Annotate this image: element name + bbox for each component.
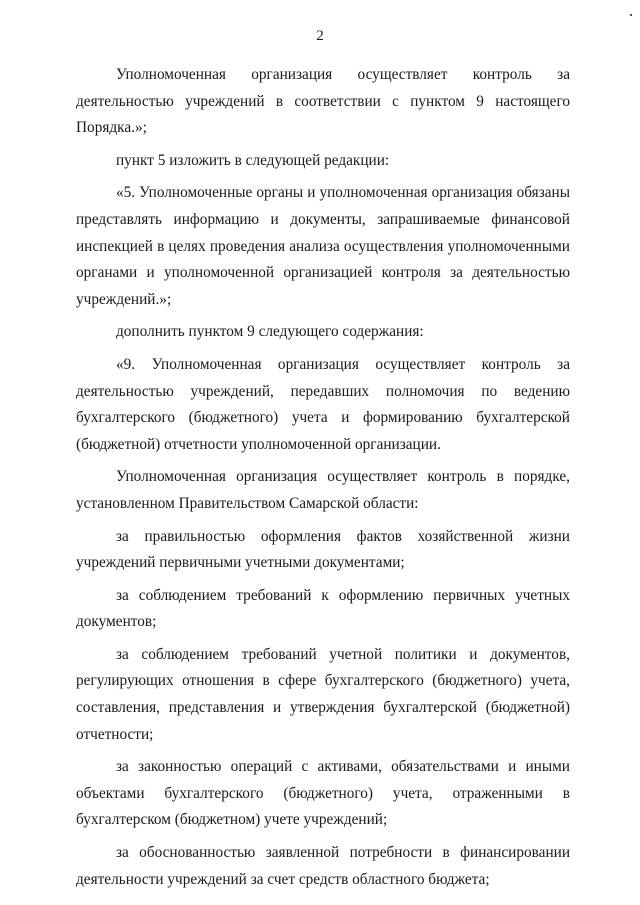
scan-mark — [630, 14, 632, 16]
paragraph-3: «5. Уполномоченные органы и уполномоченная организация обязаны представлять информацию и документы, запрашиваемые финансовой инспекцией в целях проведения анализа осуществления уполномоченными органами и уполномоченной организацией контроля за деятельностью учреждений.»; — [76, 184, 570, 308]
paragraph-6: Уполномоченная организация осуществляет контроль в порядке, установленном Правительством Самарской области: — [76, 468, 570, 512]
paragraph-9: за соблюдением требований учетной политики и документов, регулирующих отношения в сфере бухгалтерского (бюджетного) учета, составления, представления и утверждения бухгалтерской (бюджетной) отчетности; — [76, 645, 570, 743]
paragraph-8: за соблюдением требований к оформлению первичных учетных документов; — [76, 586, 570, 631]
paragraph-11: за обоснованностью заявленной потребности в финансировании деятельности учреждений за счет средств областного бюджета; — [76, 844, 570, 888]
document-body — [76, 62, 570, 893]
page-number: 2 — [316, 28, 324, 44]
paragraph-2: пункт 5 изложить в следующей редакции: — [116, 151, 390, 169]
paragraph-1: Уполномоченная организация осуществляет контроль за деятельностью учреждений в соответствии с пунктом 9 настоящего Порядка.»; — [76, 66, 570, 137]
paragraph-7: за правильностью оформления фактов хозяйственной жизни учреждений первичными учетными документами; — [76, 527, 570, 572]
paragraph-4: дополнить пунктом 9 следующего содержания: — [116, 323, 424, 341]
paragraph-10: за законностью операций с активами, обязательствами и иными объектами бухгалтерского (бюджетного) учета, отраженными в бухгалтерском (бюджетном) учете учреждений; — [76, 758, 570, 829]
paragraph-5: «9. Уполномоченная организация осуществляет контроль за деятельностью учреждений, передавших полномочия по ведению бухгалтерского (бюджетного) учета и формированию бухгалтерской (бюджетной) отчетности уполномоченной организации. — [76, 355, 570, 453]
